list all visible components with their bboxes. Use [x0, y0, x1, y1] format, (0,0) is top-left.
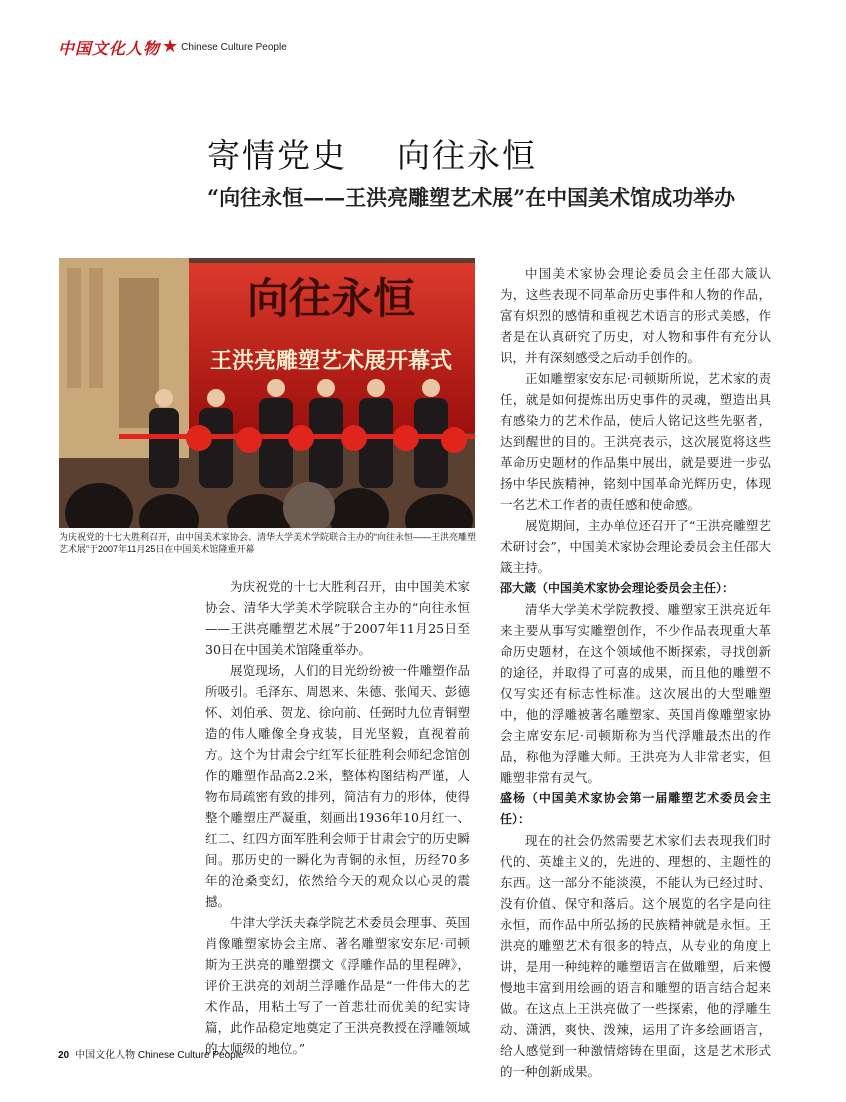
paragraph: 展览期间，主办单位还召开了“王洪亮雕塑艺术研讨会”，中国美术家协会理论委员会主任邵大箴主持。 [500, 518, 771, 575]
paragraph: 正如雕塑家安东尼·司顿斯所说，艺术家的责任，就是如何提炼出历史事件的灵魂，塑造出具有感染力的艺术作品，使后人铭记这些先驱者，达到醒世的目的。王洪亮表示，这次展览将这些革命历史题材的作品集中展出，就是要进一步弘扬中华民族精神，铭刻中国革命光辉历史，体现一名艺术工作者的责任感和使命感。 [500, 371, 771, 512]
speaker-heading: 邵大箴（中国美术家协会理论委员会主任）： [500, 581, 735, 595]
paragraph: 中国美术家协会理论委员会主任邵大箴认为，这些表现不同革命历史事件和人物的作品，富有炽烈的感情和重视艺术语言的形式美感，作者是在认真研究了历史，对人物和事件有充分认识，并有深刻感受之后动手创作的。 [500, 266, 771, 365]
paragraph: 展览现场，人们的目光纷纷被一件雕塑作品所吸引。毛泽东、周恩来、朱德、张闻天、彭德怀、刘伯承、贺龙、徐向前、任弼时九位青铜塑造的伟人雕像全身戎装，目光坚毅，直视着前方。这个为甘肃会宁红军长征胜利会师纪念馆创作的雕塑作品高2.2米，整体构图结构严谨，人物布局疏密有致的排列，简洁有力的形体，使得整个雕塑庄严凝重，刻画出1936年10月红一、红二、红四方面军胜利会师于甘肃会宁的历史瞬间。那历史的一瞬化为青铜的永恒，历经70多年的沧桑变幻，依然给今天的观众以心灵的震撼。 [205, 663, 470, 909]
photo-caption: 为庆祝党的十七大胜利召开，由中国美术家协会、清华大学美术学院联合主办的“向往永恒——王洪亮雕塑艺术展”于2007年11月25日在中国美术馆隆重开幕 [59, 532, 476, 554]
article-title: 寄情党史 向往永恒 [207, 136, 537, 175]
speaker-heading: 盛杨（中国美术家协会第一届雕塑艺术委员会主任）： [500, 791, 771, 826]
article-subtitle: “向往永恒——王洪亮雕塑艺术展”在中国美术馆成功举办 [207, 185, 736, 210]
banner-big-text: 向往永恒 [246, 274, 416, 323]
opening-ceremony-photo [59, 258, 475, 528]
paragraph: 牛津大学沃夫森学院艺术委员会理事、英国肖像雕塑家协会主席、著名雕塑家安东尼·司顿斯为王洪亮的雕塑撰文《浮雕作品的里程碑》，评价王洪亮的刘胡兰浮雕作品是“一件伟大的艺术作品，用粘土写了一首悲壮而优美的纪实诗篇，此作品稳定地奠定了王洪亮教授在浮雕领域的大师级的地位。” [205, 915, 470, 1056]
magazine-name-en: Chinese Culture People [181, 41, 287, 53]
star-icon: ★ [162, 36, 179, 57]
article-column-right [500, 263, 771, 1082]
page-footer [58, 1046, 244, 1061]
magazine-header [58, 37, 287, 57]
footer-text: 中国文化人物 Chinese Culture People [75, 1050, 244, 1061]
paragraph: 为庆祝党的十七大胜利召开，由中国美术家协会、清华大学美术学院联合主办的“向往永恒——王洪亮雕塑艺术展”于2007年11月25日至30日在中国美术馆隆重举办。 [205, 579, 470, 657]
paragraph: 清华大学美术学院教授、雕塑家王洪亮近年来主要从事写实雕塑创作，不少作品表现重大革命历史题材，在这个领域他不断探索，寻找创新的途径，并取得了可喜的成果，而且他的雕塑不仅写实还有标志性标准。这次展出的大型雕塑中，他的浮雕被著名雕塑家、英国肖像雕塑家协会主席安东尼·司顿斯称为当代浮雕最杰出的作品，称他为浮雕大师。王洪亮为人非常老实，但雕塑非常有灵气。 [500, 602, 771, 785]
paragraph: 现在的社会仍然需要艺术家们去表现我们时代的、英雄主义的，先进的、理想的、主题性的东西。这一部分不能淡漠，不能认为已经过时、没有价值、保守和落后。这个展览的名字是向往永恒，而作品中所弘扬的民族精神就是永恒。王洪亮的雕塑艺术有很多的特点，从专业的角度上讲，是用一种纯粹的雕塑语言在做雕塑，后来慢慢地丰富到用绘画的语言和雕塑的语言结合起来做。在这点上王洪亮做了一些探索，他的浮雕生动、潇洒，爽快、泼辣，运用了许多绘画语言，给人感觉到一种激情熔铸在里面，这是艺术形式的一种创新成果。 [500, 833, 771, 1079]
magazine-logo: 中国文化人物 [58, 38, 161, 58]
page-number: 20 [58, 1050, 70, 1061]
article-column-left [205, 576, 470, 1059]
banner-main-text: 王洪亮雕塑艺术展开幕式 [209, 349, 453, 374]
